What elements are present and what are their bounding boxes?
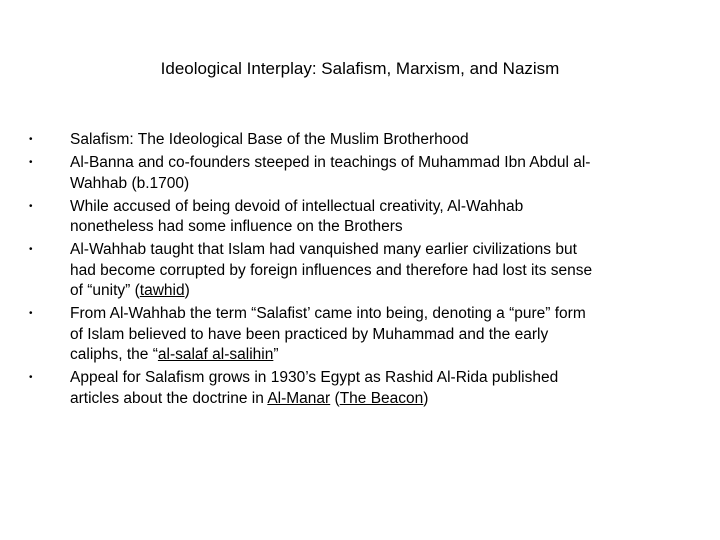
term-the-beacon: The Beacon	[339, 389, 424, 407]
bullet-text	[70, 130, 689, 151]
bullet-text-fragment: ”	[273, 346, 279, 363]
bullet-text-fragment: articles about the doctrine in	[70, 389, 268, 407]
bullet-text-line: Al-Banna and co-founders steeped in teachings of Muhammad Ibn Abdul al-	[70, 154, 591, 171]
bullet-icon: •	[29, 134, 33, 145]
bullet-text-line: While accused of being devoid of intellectual creativity, Al-Wahhab	[70, 197, 524, 215]
bullet-text-line: From Al-Wahhab the term “Salafist’ came into being, denoting a “pure” form	[70, 305, 586, 322]
slide-title: Ideological Interplay: Salafism, Marxism, and Nazism	[160, 59, 560, 78]
bullet-text-line: nonetheless had some influence on the Brothers	[70, 218, 403, 235]
bullet-icon: •	[29, 372, 33, 383]
bullet-text	[70, 304, 689, 366]
bullet-icon: •	[29, 244, 33, 255]
term-al-manar: Al-Manar	[267, 389, 331, 407]
bullet-item-al-wahhab-influence	[29, 197, 689, 238]
term-tawhid: tawhid	[139, 282, 185, 299]
bullet-icon: •	[29, 157, 33, 168]
bullet-icon: •	[29, 200, 33, 212]
bullet-text-fragment: caliphs, the “	[70, 346, 158, 363]
bullet-item-al-wahhab-teaching	[29, 240, 689, 302]
bullet-text	[70, 368, 689, 409]
bullet-text	[70, 240, 689, 302]
bullet-text-line: of Islam believed to have been practiced by Muhammad and the early	[70, 325, 549, 343]
bullet-list	[29, 130, 689, 412]
bullet-text-fragment: )	[184, 282, 190, 299]
term-al-salaf-al-salihin: al-salaf al-salihin	[157, 346, 274, 363]
bullet-text	[70, 153, 689, 194]
bullet-item-salafism-base	[29, 130, 689, 151]
bullet-text-line: had become corrupted by foreign influences and therefore had lost its sense	[70, 261, 593, 279]
bullet-text	[70, 197, 689, 238]
bullet-text-fragment: )	[423, 389, 429, 407]
bullet-text-line: Al-Wahhab taught that Islam had vanquished many earlier civilizations but	[70, 241, 577, 258]
bullet-text-fragment: (	[330, 389, 340, 407]
bullet-text-line: Wahhab (b.1700)	[70, 174, 190, 192]
bullet-icon: •	[29, 308, 33, 319]
bullet-item-al-banna	[29, 153, 689, 194]
bullet-text-fragment: of “unity” (	[70, 282, 140, 299]
bullet-text-line: Salafism: The Ideological Base of the Muslim Brotherhood	[70, 131, 469, 148]
bullet-item-salafist-term	[29, 304, 689, 366]
bullet-text-line: Appeal for Salafism grows in 1930’s Egypt as Rashid Al-Rida published	[70, 369, 559, 386]
bullet-item-salafism-appeal	[29, 368, 689, 409]
